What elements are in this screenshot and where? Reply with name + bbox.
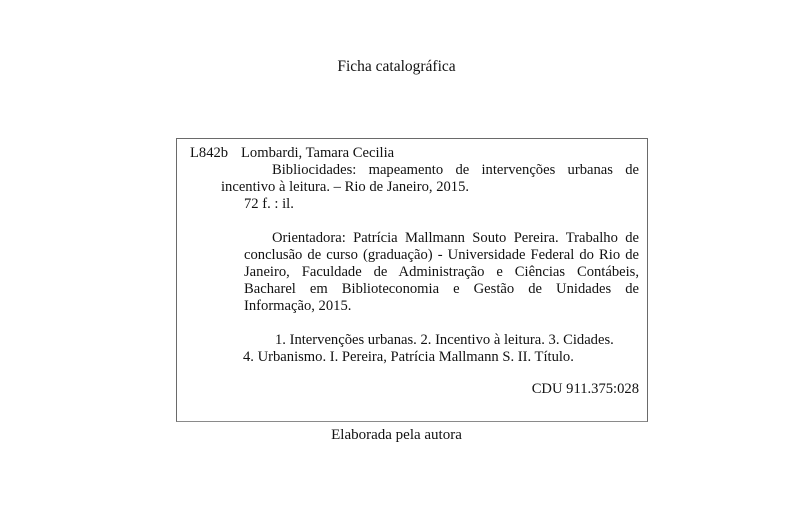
title-line-2: incentivo à leitura. – Rio de Janeiro, 2015. xyxy=(221,179,470,195)
subjects-line-2: 4. Urbanismo. I. Pereira, Patrícia Mallmann S. II. Título. xyxy=(243,349,574,365)
notes-line-5: Informação, 2015. xyxy=(244,298,352,314)
author-entry: Lombardi, Tamara Cecilia xyxy=(241,145,395,161)
physical-extent: 72 f. : il. xyxy=(244,196,294,212)
page-title: Ficha catalográfica xyxy=(337,58,456,75)
catalog-card xyxy=(176,138,648,422)
footer-caption: Elaborada pela autora xyxy=(331,427,462,443)
subjects-line-1: 1. Intervenções urbanas. 2. Incentivo à leitura. 3. Cidades. xyxy=(275,332,614,348)
notes-line-1: Orientadora: Patrícia Mallmann Souto Pereira. Trabalho de xyxy=(272,230,639,246)
classification-number: CDU 911.375:028 xyxy=(531,381,639,397)
call-number: L842b xyxy=(190,145,229,161)
notes-line-3: Janeiro, Faculdade de Administração e Ciências Contábeis, xyxy=(244,264,639,280)
title-line-1: Bibliocidades: mapeamento de intervenções urbanas de xyxy=(272,162,639,178)
notes-line-4: Bacharel em Biblioteconomia e Gestão de Unidades de xyxy=(244,281,639,297)
notes-line-2: conclusão de curso (graduação) - Universidade Federal do Rio de xyxy=(244,247,639,263)
